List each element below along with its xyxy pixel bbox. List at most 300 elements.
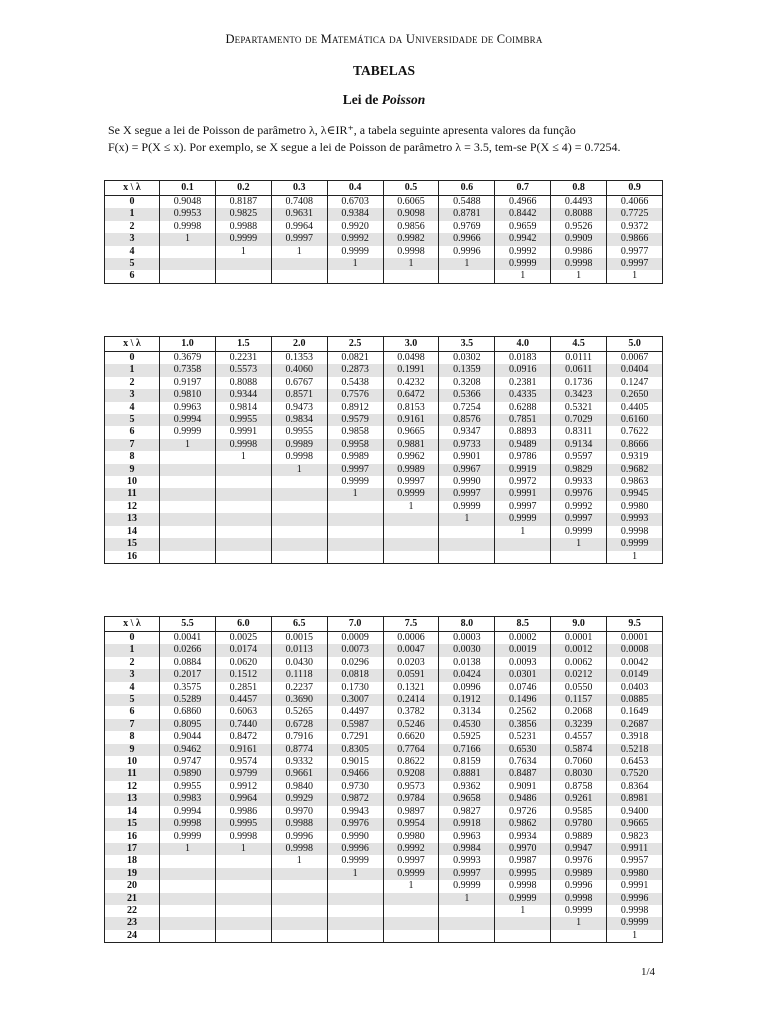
probability-cell: 0.0183 (495, 352, 551, 365)
lambda-header: 1.0 (160, 337, 216, 352)
probability-cell (271, 501, 327, 513)
table-row (105, 768, 663, 780)
probability-cell: 0.9947 (551, 843, 607, 855)
probability-cell: 0.9994 (160, 414, 216, 426)
probability-cell (160, 246, 216, 258)
probability-cell: 0.3423 (551, 389, 607, 401)
probability-cell: 0.9897 (383, 806, 439, 818)
probability-cell (160, 538, 216, 550)
probability-cell: 0.9997 (383, 855, 439, 867)
x-value: 14 (105, 526, 160, 538)
table-row (105, 364, 663, 376)
probability-cell: 0.9208 (383, 768, 439, 780)
x-value: 6 (105, 706, 160, 718)
probability-cell: 0.9098 (383, 208, 439, 220)
probability-cell: 0.0113 (271, 644, 327, 656)
probability-cell: 0.9872 (327, 793, 383, 805)
probability-cell: 0.1736 (551, 377, 607, 389)
x-value: 4 (105, 246, 160, 258)
table-row (105, 855, 663, 867)
probability-cell: 0.9980 (607, 868, 663, 880)
probability-cell: 0.3918 (607, 731, 663, 743)
probability-cell: 0.0203 (383, 657, 439, 669)
probability-cell: 0.9976 (327, 818, 383, 830)
x-value: 3 (105, 669, 160, 681)
probability-cell: 0.0138 (439, 657, 495, 669)
probability-cell: 0.3679 (160, 352, 216, 365)
x-value: 1 (105, 644, 160, 656)
probability-cell: 1 (439, 513, 495, 525)
probability-cell: 0.6860 (160, 706, 216, 718)
intro-paragraph (108, 122, 660, 156)
x-value: 10 (105, 756, 160, 768)
probability-cell: 0.4066 (607, 196, 663, 209)
probability-cell: 0.9967 (439, 464, 495, 476)
table-row (105, 476, 663, 488)
probability-cell: 0.9372 (607, 221, 663, 233)
probability-cell: 0.9890 (160, 768, 216, 780)
lambda-header: 7.5 (383, 617, 439, 632)
probability-cell: 0.0030 (439, 644, 495, 656)
probability-cell (383, 893, 439, 905)
probability-cell: 0.9997 (271, 233, 327, 245)
corner-label: x \ λ (105, 181, 160, 196)
probability-cell: 0.5218 (607, 744, 663, 756)
probability-cell: 0.0111 (551, 352, 607, 365)
table-row (105, 451, 663, 463)
probability-cell: 0.9048 (160, 196, 216, 209)
table-row (105, 488, 663, 500)
probability-cell: 0.9996 (607, 893, 663, 905)
probability-cell (383, 551, 439, 564)
probability-cell: 0.9980 (607, 501, 663, 513)
probability-cell: 0.2650 (607, 389, 663, 401)
table-row (105, 930, 663, 943)
x-value: 4 (105, 402, 160, 414)
probability-cell: 0.9997 (607, 258, 663, 270)
lambda-header: 0.5 (383, 181, 439, 196)
probability-cell (160, 258, 216, 270)
probability-cell: 0.9901 (439, 451, 495, 463)
probability-cell: 1 (607, 270, 663, 283)
probability-cell: 0.1649 (607, 706, 663, 718)
x-value: 13 (105, 793, 160, 805)
probability-cell: 1 (160, 843, 216, 855)
probability-cell: 0.9733 (439, 439, 495, 451)
probability-cell: 1 (607, 551, 663, 564)
probability-cell: 0.9999 (327, 476, 383, 488)
probability-cell: 0.9999 (160, 426, 216, 438)
probability-cell: 0.9976 (551, 855, 607, 867)
x-value: 9 (105, 744, 160, 756)
probability-cell: 0.9856 (383, 221, 439, 233)
table-row (105, 352, 663, 365)
probability-cell: 0.9999 (551, 905, 607, 917)
subtitle-prefix: Lei de (342, 92, 382, 107)
intro-line-1: Se X segue a lei de Poisson de parâmetro λ, λ∈IR⁺, a tabela seguinte apresenta valores da função (108, 123, 576, 137)
probability-cell (551, 930, 607, 943)
probability-cell: 0.8622 (383, 756, 439, 768)
lambda-header: 5.0 (607, 337, 663, 352)
probability-cell: 0.9996 (551, 880, 607, 892)
probability-cell (383, 513, 439, 525)
table-row (105, 731, 663, 743)
x-value: 17 (105, 843, 160, 855)
probability-cell: 0.9997 (327, 464, 383, 476)
table-header-row (105, 617, 663, 632)
probability-cell (215, 551, 271, 564)
probability-cell: 0.9332 (271, 756, 327, 768)
probability-cell: 0.9658 (439, 793, 495, 805)
table-header-row (105, 181, 663, 196)
x-value: 2 (105, 657, 160, 669)
probability-cell: 0.2687 (607, 719, 663, 731)
probability-cell: 0.9945 (607, 488, 663, 500)
probability-cell (271, 868, 327, 880)
lambda-header: 2.5 (327, 337, 383, 352)
probability-cell: 0.4966 (495, 196, 551, 209)
probability-cell: 0.1157 (551, 694, 607, 706)
probability-cell (327, 551, 383, 564)
probability-cell: 0.9659 (495, 221, 551, 233)
table-row (105, 246, 663, 258)
probability-cell: 0.9997 (383, 476, 439, 488)
probability-cell: 0.0015 (271, 632, 327, 645)
probability-cell: 0.9840 (271, 781, 327, 793)
probability-cell: 0.4457 (215, 694, 271, 706)
table-row (105, 669, 663, 681)
probability-cell (160, 930, 216, 943)
probability-cell: 0.2017 (160, 669, 216, 681)
probability-cell: 0.8781 (439, 208, 495, 220)
probability-cell: 0.0884 (160, 657, 216, 669)
x-value: 24 (105, 930, 160, 943)
x-value: 6 (105, 270, 160, 283)
probability-cell: 0.9999 (383, 488, 439, 500)
table-row (105, 682, 663, 694)
probability-cell: 0.8774 (271, 744, 327, 756)
probability-cell: 0.9999 (495, 258, 551, 270)
probability-cell: 0.6767 (271, 377, 327, 389)
probability-cell: 1 (551, 917, 607, 929)
x-value: 12 (105, 781, 160, 793)
probability-cell: 0.9996 (271, 831, 327, 843)
probability-cell: 0.5231 (495, 731, 551, 743)
probability-cell: 0.9998 (607, 526, 663, 538)
probability-cell: 0.8088 (551, 208, 607, 220)
probability-cell: 0.9998 (607, 905, 663, 917)
table-row (105, 657, 663, 669)
probability-cell: 0.8030 (551, 768, 607, 780)
x-value: 2 (105, 221, 160, 233)
probability-cell: 0.9999 (327, 855, 383, 867)
probability-cell: 0.9489 (495, 439, 551, 451)
x-value: 3 (105, 389, 160, 401)
probability-cell: 0.6160 (607, 414, 663, 426)
probability-cell (271, 476, 327, 488)
poisson-table-1 (104, 180, 663, 284)
lambda-header: 2.0 (271, 337, 327, 352)
x-value: 1 (105, 208, 160, 220)
probability-cell (383, 917, 439, 929)
probability-cell: 1 (551, 270, 607, 283)
probability-cell: 0.9134 (551, 439, 607, 451)
probability-cell: 0.9999 (551, 526, 607, 538)
probability-cell: 0.9929 (271, 793, 327, 805)
probability-cell (271, 551, 327, 564)
table-row (105, 270, 663, 283)
probability-cell (383, 270, 439, 283)
table-row (105, 880, 663, 892)
probability-cell: 0.0042 (607, 657, 663, 669)
probability-cell: 0.9976 (551, 488, 607, 500)
probability-cell: 0.0821 (327, 352, 383, 365)
probability-cell: 0.8364 (607, 781, 663, 793)
probability-cell: 0.7634 (495, 756, 551, 768)
probability-cell: 0.9963 (160, 402, 216, 414)
probability-cell: 0.5573 (215, 364, 271, 376)
probability-cell: 0.7166 (439, 744, 495, 756)
x-value: 6 (105, 426, 160, 438)
probability-cell: 0.1118 (271, 669, 327, 681)
probability-cell: 0.9780 (551, 818, 607, 830)
probability-cell (215, 258, 271, 270)
table-row (105, 781, 663, 793)
probability-cell (327, 501, 383, 513)
probability-cell: 0.9999 (607, 538, 663, 550)
probability-cell: 0.9943 (327, 806, 383, 818)
table-row (105, 868, 663, 880)
poisson-table-3 (104, 616, 663, 943)
probability-cell (160, 513, 216, 525)
table-row (105, 831, 663, 843)
department-heading: Departamento de Matemática da Universidade de Coimbra (225, 32, 543, 46)
probability-cell: 0.9986 (551, 246, 607, 258)
probability-cell: 0.9486 (495, 793, 551, 805)
probability-cell (215, 476, 271, 488)
subtitle-name: Poisson (381, 92, 426, 107)
probability-cell (160, 488, 216, 500)
probability-cell: 0.7060 (551, 756, 607, 768)
probability-cell: 0.0916 (495, 364, 551, 376)
lambda-header: 4.0 (495, 337, 551, 352)
probability-cell: 0.1353 (271, 352, 327, 365)
probability-cell: 0.9966 (439, 233, 495, 245)
probability-cell: 0.4335 (495, 389, 551, 401)
probability-cell: 0.0149 (607, 669, 663, 681)
page-number: 1/4 (641, 966, 656, 978)
probability-cell (160, 551, 216, 564)
probability-cell: 0.9997 (439, 868, 495, 880)
probability-cell: 0.9999 (495, 893, 551, 905)
probability-cell: 0.9998 (495, 880, 551, 892)
poisson-table-2 (104, 336, 663, 564)
table-row (105, 221, 663, 233)
table-row (105, 744, 663, 756)
probability-cell: 0.1991 (383, 364, 439, 376)
probability-cell: 0.9964 (215, 793, 271, 805)
probability-cell: 0.7520 (607, 768, 663, 780)
table-row (105, 402, 663, 414)
probability-cell: 1 (439, 893, 495, 905)
probability-cell (215, 501, 271, 513)
probability-cell (439, 526, 495, 538)
probability-cell: 0.6728 (271, 719, 327, 731)
probability-cell: 0.0006 (383, 632, 439, 645)
probability-cell: 0.0498 (383, 352, 439, 365)
probability-cell: 0.9977 (607, 246, 663, 258)
probability-cell: 0.8442 (495, 208, 551, 220)
probability-cell: 0.9958 (327, 439, 383, 451)
probability-cell: 0.0067 (607, 352, 663, 365)
probability-cell: 0.0062 (551, 657, 607, 669)
probability-cell (271, 270, 327, 283)
probability-cell (215, 880, 271, 892)
table-row (105, 377, 663, 389)
probability-cell: 0.0001 (607, 632, 663, 645)
probability-cell: 0.9747 (160, 756, 216, 768)
probability-cell: 0.0008 (607, 644, 663, 656)
probability-cell: 0.6065 (383, 196, 439, 209)
corner-label: x \ λ (105, 337, 160, 352)
probability-cell: 0.5874 (551, 744, 607, 756)
probability-cell (215, 526, 271, 538)
probability-cell: 0.9881 (383, 439, 439, 451)
probability-cell: 0.0620 (215, 657, 271, 669)
probability-cell (271, 258, 327, 270)
probability-cell: 0.9866 (607, 233, 663, 245)
table-row (105, 538, 663, 550)
probability-cell: 0.0073 (327, 644, 383, 656)
probability-cell: 0.0430 (271, 657, 327, 669)
probability-cell: 0.0746 (495, 682, 551, 694)
probability-cell: 0.4493 (551, 196, 607, 209)
probability-cell: 0.9400 (607, 806, 663, 818)
probability-cell: 0.9362 (439, 781, 495, 793)
probability-cell: 0.9462 (160, 744, 216, 756)
table-row (105, 464, 663, 476)
probability-cell (495, 917, 551, 929)
probability-cell: 1 (215, 843, 271, 855)
x-value: 10 (105, 476, 160, 488)
probability-cell: 0.0885 (607, 694, 663, 706)
probability-cell: 0.3782 (383, 706, 439, 718)
probability-cell: 0.9983 (160, 793, 216, 805)
probability-cell: 0.9161 (215, 744, 271, 756)
probability-cell: 0.6453 (607, 756, 663, 768)
probability-cell (160, 270, 216, 283)
table-row (105, 439, 663, 451)
table-row (105, 706, 663, 718)
probability-cell: 0.0302 (439, 352, 495, 365)
lambda-header: 8.5 (495, 617, 551, 632)
x-value: 23 (105, 917, 160, 929)
probability-cell: 0.8758 (551, 781, 607, 793)
probability-cell: 0.6472 (383, 389, 439, 401)
probability-cell: 0.5925 (439, 731, 495, 743)
probability-cell: 0.9990 (439, 476, 495, 488)
probability-cell: 0.9933 (551, 476, 607, 488)
x-value: 15 (105, 538, 160, 550)
probability-cell: 0.9197 (160, 377, 216, 389)
lambda-header: 0.6 (439, 181, 495, 196)
probability-cell: 0.9091 (495, 781, 551, 793)
probability-cell: 0.9999 (383, 868, 439, 880)
probability-cell: 0.9993 (607, 513, 663, 525)
probability-cell: 0.9991 (215, 426, 271, 438)
probability-cell: 0.9998 (160, 221, 216, 233)
lambda-header: 3.5 (439, 337, 495, 352)
probability-cell: 0.9665 (383, 426, 439, 438)
probability-cell: 0.2873 (327, 364, 383, 376)
probability-cell: 0.0404 (607, 364, 663, 376)
probability-cell (271, 930, 327, 943)
probability-cell (327, 880, 383, 892)
probability-cell: 0.7291 (327, 731, 383, 743)
x-value: 16 (105, 551, 160, 564)
probability-cell: 0.9319 (607, 451, 663, 463)
x-value: 21 (105, 893, 160, 905)
probability-cell: 0.9999 (607, 917, 663, 929)
table-row (105, 258, 663, 270)
probability-cell (495, 930, 551, 943)
probability-cell: 0.7916 (271, 731, 327, 743)
probability-cell: 0.9834 (271, 414, 327, 426)
probability-cell: 0.1247 (607, 377, 663, 389)
probability-cell (271, 488, 327, 500)
probability-cell: 1 (495, 526, 551, 538)
probability-cell: 0.4557 (551, 731, 607, 743)
probability-cell: 1 (271, 246, 327, 258)
table-row (105, 208, 663, 220)
probability-cell: 0.0003 (439, 632, 495, 645)
probability-cell: 0.0093 (495, 657, 551, 669)
probability-cell: 0.5265 (271, 706, 327, 718)
probability-cell: 0.9863 (607, 476, 663, 488)
probability-cell: 1 (551, 538, 607, 550)
table-row (105, 233, 663, 245)
probability-cell: 0.9987 (495, 855, 551, 867)
lambda-header: 0.2 (215, 181, 271, 196)
probability-cell (215, 464, 271, 476)
probability-cell: 0.4405 (607, 402, 663, 414)
probability-cell (215, 488, 271, 500)
probability-cell: 0.9726 (495, 806, 551, 818)
probability-cell: 0.9955 (215, 414, 271, 426)
probability-cell: 0.9986 (215, 806, 271, 818)
probability-cell: 0.9597 (551, 451, 607, 463)
probability-cell (215, 513, 271, 525)
page-subtitle (0, 92, 768, 108)
table-row (105, 905, 663, 917)
probability-cell: 0.9998 (551, 258, 607, 270)
probability-cell: 0.9730 (327, 781, 383, 793)
probability-cell: 0.3856 (495, 719, 551, 731)
probability-cell: 0.0174 (215, 644, 271, 656)
probability-cell: 1 (607, 930, 663, 943)
probability-cell: 0.4060 (271, 364, 327, 376)
intro-line-2: F(x) = P(X ≤ x). Por exemplo, se X segue a lei de Poisson de parâmetro λ = 3.5, tem-se P(X ≤ 4) = 0.7254. (108, 140, 621, 154)
probability-cell: 0.9989 (383, 464, 439, 476)
probability-cell: 0.8472 (215, 731, 271, 743)
probability-cell: 0.0611 (551, 364, 607, 376)
probability-cell: 0.9911 (607, 843, 663, 855)
probability-cell: 0.9347 (439, 426, 495, 438)
probability-cell: 0.0550 (551, 682, 607, 694)
lambda-header: 0.7 (495, 181, 551, 196)
probability-cell: 0.9996 (327, 843, 383, 855)
probability-cell: 0.8487 (495, 768, 551, 780)
